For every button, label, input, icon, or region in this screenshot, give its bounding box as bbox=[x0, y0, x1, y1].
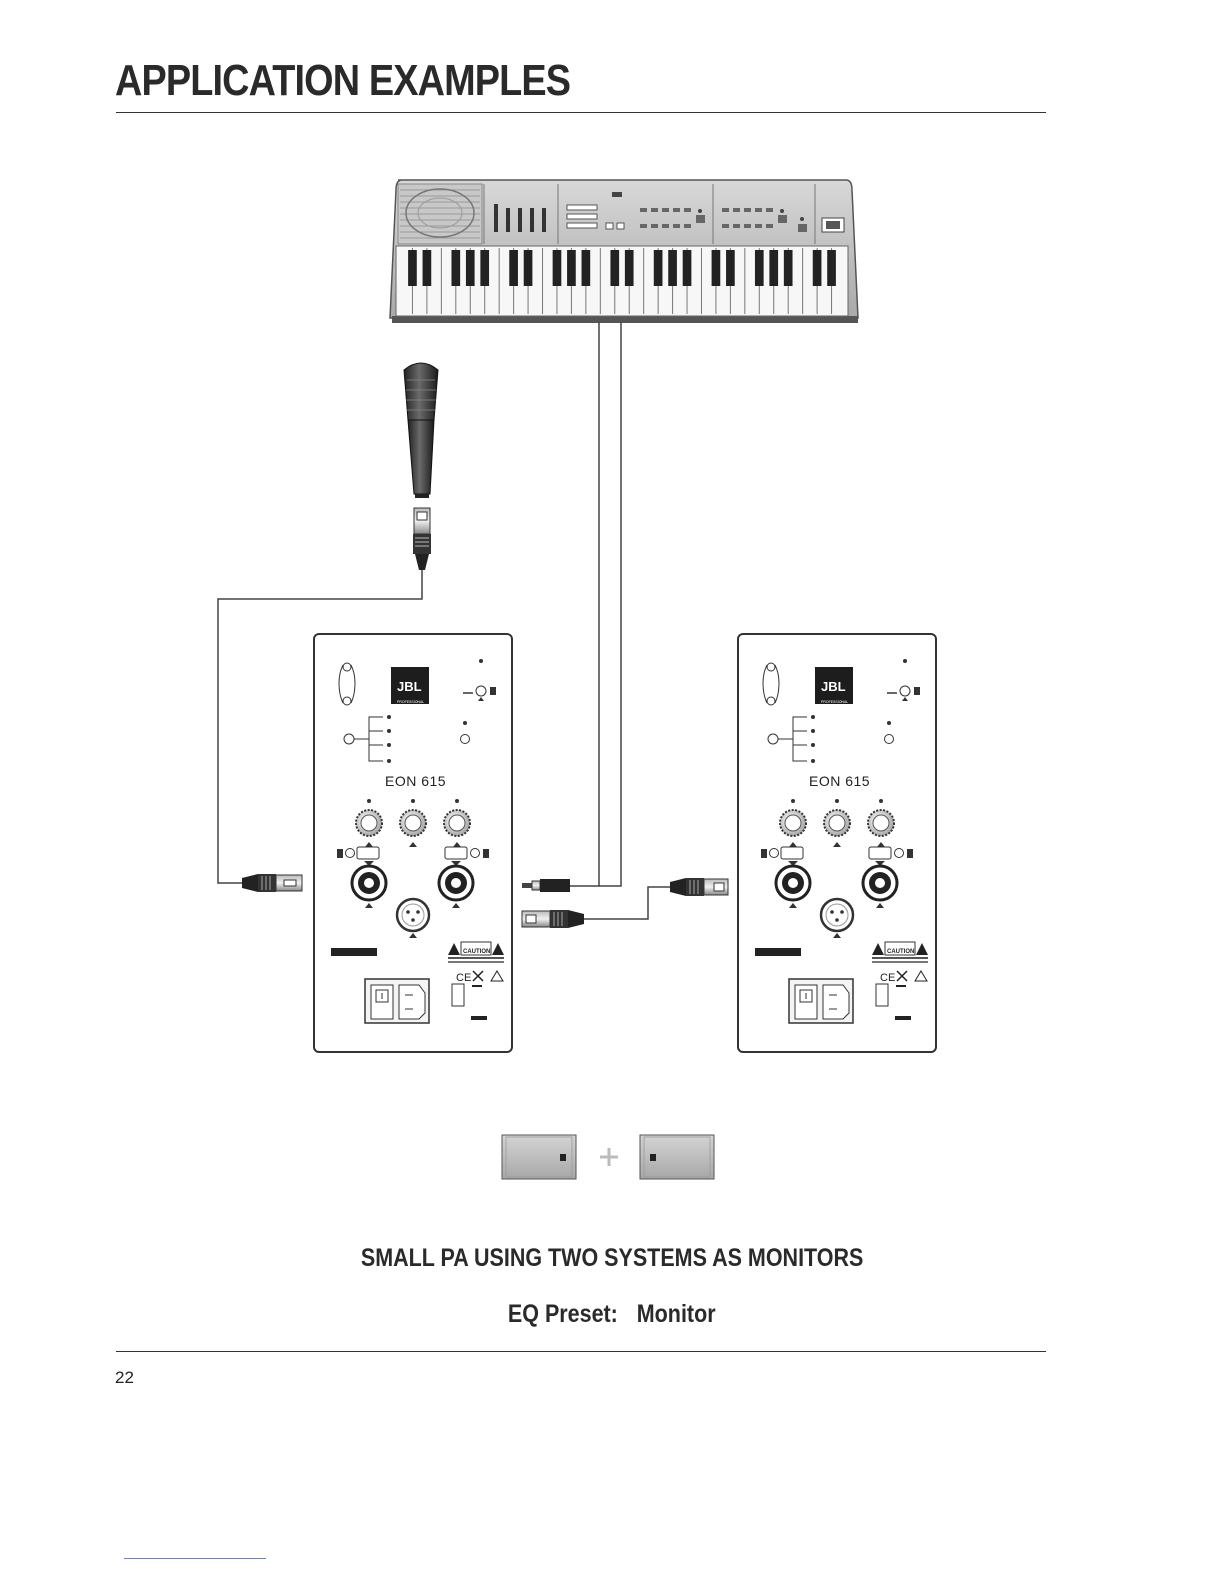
black-key bbox=[755, 250, 764, 286]
xlr-plug-mic-input bbox=[242, 874, 302, 892]
microphone bbox=[404, 363, 438, 498]
speaker-panel-right bbox=[738, 634, 936, 1052]
black-key bbox=[451, 250, 460, 286]
brand-sub-right: PROFESSIONAL bbox=[821, 700, 849, 704]
eq-preset-label: EQ Preset: bbox=[508, 1300, 619, 1328]
monitor-speaker-icon-left bbox=[502, 1135, 576, 1179]
black-key bbox=[769, 250, 778, 286]
monitor-speaker-icon-right bbox=[640, 1135, 714, 1179]
model-label-right: EON 615 bbox=[809, 773, 871, 789]
black-key bbox=[524, 250, 533, 286]
black-key bbox=[813, 250, 822, 286]
black-key bbox=[509, 250, 518, 286]
black-key bbox=[712, 250, 721, 286]
keyboard bbox=[390, 180, 858, 323]
footer-rule bbox=[116, 1351, 1046, 1352]
keys bbox=[396, 246, 848, 316]
trs-plug-keyboard bbox=[522, 879, 570, 892]
link-cable bbox=[584, 887, 670, 919]
black-key bbox=[480, 250, 489, 286]
black-key bbox=[408, 250, 417, 286]
black-key bbox=[827, 250, 836, 286]
black-key bbox=[567, 250, 576, 286]
black-key bbox=[668, 250, 677, 286]
black-key bbox=[683, 250, 692, 286]
caution-label-right: CAUTION bbox=[887, 949, 915, 955]
model-label-left: EON 615 bbox=[385, 773, 447, 789]
keyboard-cable bbox=[570, 322, 621, 886]
black-key bbox=[726, 250, 735, 286]
xlr-plug-link-in bbox=[670, 878, 728, 896]
black-key bbox=[466, 250, 475, 286]
black-key bbox=[610, 250, 619, 286]
black-key bbox=[625, 250, 634, 286]
caution-label-left: CAUTION bbox=[463, 949, 491, 955]
black-key bbox=[784, 250, 793, 286]
xlr-plug-link-out bbox=[522, 910, 584, 928]
plus-sign bbox=[600, 1148, 618, 1166]
black-key bbox=[423, 250, 432, 286]
black-key bbox=[582, 250, 591, 286]
black-key bbox=[654, 250, 663, 286]
brand-logo-left: JBL bbox=[397, 679, 422, 694]
speaker-panel-left bbox=[314, 634, 512, 1052]
black-key bbox=[553, 250, 562, 286]
caption-title: SMALL PA USING TWO SYSTEMS AS MONITORS bbox=[360, 1244, 864, 1272]
brand-logo-right: JBL bbox=[821, 679, 846, 694]
footer-link-line bbox=[124, 1558, 266, 1559]
page-title: APPLICATION EXAMPLES bbox=[115, 56, 571, 105]
page-number: 22 bbox=[115, 1368, 134, 1387]
brand-sub-left: PROFESSIONAL bbox=[397, 700, 425, 704]
diagram-caption bbox=[0, 1244, 1224, 1273]
eq-preset-value: Monitor bbox=[637, 1300, 716, 1328]
xlr-connector-mic bbox=[413, 508, 431, 570]
eq-preset-row bbox=[0, 1300, 1224, 1329]
